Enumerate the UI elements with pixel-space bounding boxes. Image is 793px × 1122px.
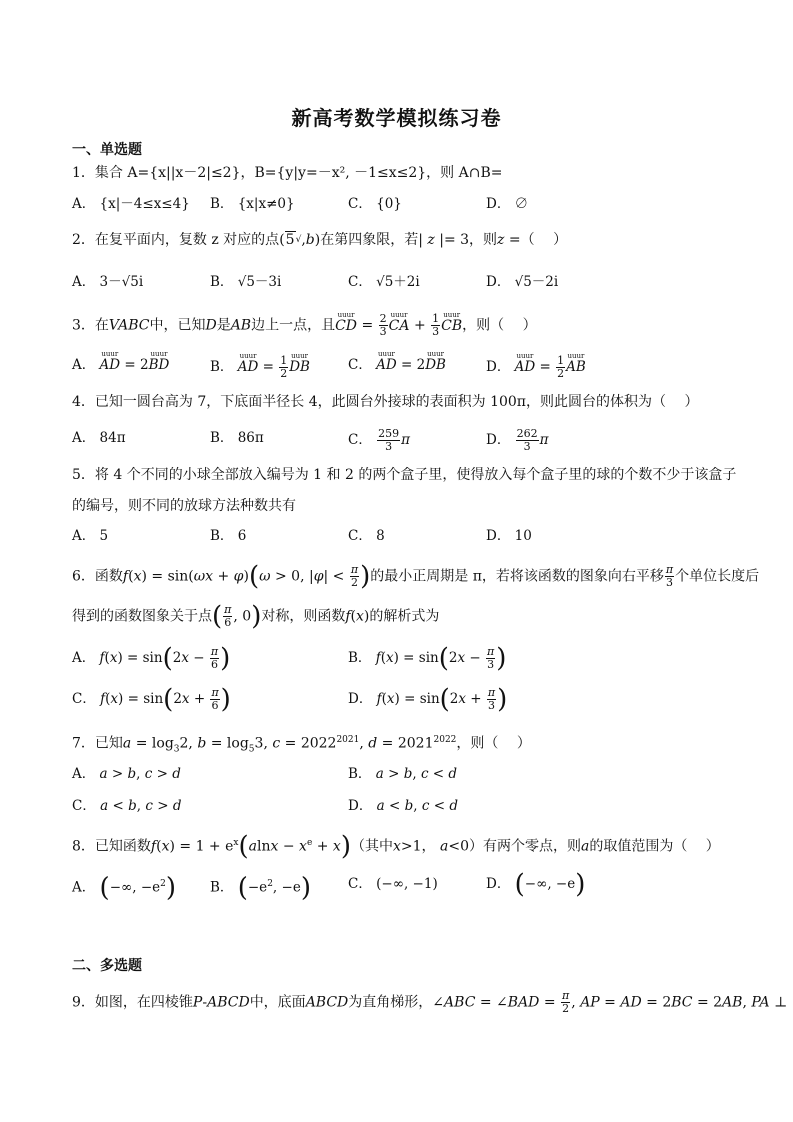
question-3-option-b[interactable]: B． uuur AD = $\frac{1}{2}$ uuur DB	[210, 355, 310, 380]
question-7-option-c[interactable]: C． a < b, c > d	[72, 798, 182, 814]
question-9-stem: 9．如图，在四棱锥P-ABCD中，底面ABCD为直角梯形，∠ABC = ∠BAD = $\frac{\pi}{2}$ , AP = AD = 2BC = 2AB, PA ⊥	[72, 989, 788, 1015]
question-4-option-b[interactable]: B． 86π	[210, 430, 264, 446]
question-3-text-d: 边上一点，且	[251, 317, 336, 334]
question-2-option-a[interactable]: A． 3－√5i	[72, 274, 144, 290]
question-2-option-b[interactable]: B． √5－3i	[210, 274, 282, 290]
question-5-option-b[interactable]: B． 6	[210, 528, 247, 544]
question-7-option-b[interactable]: B． a > b, c < d	[348, 766, 458, 782]
question-2-text-b: 在第四象限，若	[320, 232, 419, 248]
question-6-option-c[interactable]: C． f(x) = sin(2x + $\frac{\pi}{6}$ )	[72, 684, 231, 715]
question-2-option-c[interactable]: C． √5＋2i	[348, 274, 420, 290]
question-3-option-a[interactable]: A． uuur AD = 2uuur BD	[72, 355, 169, 375]
question-7-option-a[interactable]: A． a > b, c > d	[72, 766, 181, 782]
question-4-stem: 4．已知一圆台高为 7，下底面半径长 4，此圆台外接球的表面积为 100π，则此圆台的体积为（ ）	[72, 394, 699, 410]
question-2-option-d[interactable]: D． √5－2i	[486, 274, 559, 290]
question-3-text-c: 是	[216, 317, 231, 334]
question-6-option-b[interactable]: B． f(x) = sin(2x − $\frac{\pi}{3}$ )	[348, 643, 507, 674]
question-1-option-c[interactable]: C． {0}	[348, 196, 402, 212]
question-5-line-2: 的编号，则不同的放球方法种数共有	[72, 498, 296, 514]
question-3-stem: 3．在VABC中，已知D是AB边上一点，且uuur CD = $\frac{2}{3}$ uuur CA + $\frac{1}{3}$ uuur CB，则（ ）	[72, 313, 537, 338]
question-6-line-2: 得到的函数图象关于点( $\frac{\pi}{6}$ , 0)对称，则函数f(x)的解析式为	[72, 601, 440, 632]
question-1-option-d[interactable]: D． ∅	[486, 196, 529, 212]
question-2-text-d: （ ）	[520, 232, 568, 248]
question-8-option-d[interactable]: D． (−∞, −e)	[486, 869, 586, 900]
question-2-text-a: 2．在复平面内，复数 z 对应的点	[72, 232, 280, 248]
section-single-choice: 一、单选题	[72, 142, 142, 158]
question-4-option-c[interactable]: C． $\frac{259}{3}$ π	[348, 427, 411, 453]
question-2-stem: 2．在复平面内，复数 z 对应的点(5√,b)在第四象限，若| z |= 3，则z =（ ）	[72, 232, 568, 248]
question-5-line-1: 5．将 4 个不同的小球全部放入编号为 1 和 2 的两个盒子里，使得放入每个盒子里的球的个数不少于该盒子	[72, 467, 737, 483]
question-3-option-d[interactable]: D． uuur AD = $\frac{1}{2}$ uuur AB	[486, 355, 586, 380]
question-6-option-d[interactable]: D． f(x) = sin(2x + $\frac{\pi}{3}$ )	[348, 684, 508, 715]
question-5-option-a[interactable]: A． 5	[72, 528, 109, 544]
question-3-text-b: 中，已知	[149, 317, 206, 334]
page-title: 新高考数学模拟练习卷	[291, 106, 502, 130]
question-1-option-a[interactable]: A． {x|－4≤x≤4}	[72, 196, 190, 212]
question-3-text-e: ，则（ ）	[462, 317, 537, 334]
question-2-text-c: ，则	[469, 232, 498, 248]
question-8-option-b[interactable]: B． ($-e^2$, −e)	[210, 873, 311, 903]
question-8-option-a[interactable]: A． (−∞, $-e^2$)	[72, 873, 177, 903]
question-4-option-d[interactable]: D． $\frac{262}{3}$ π	[486, 427, 549, 453]
question-5-option-c[interactable]: C． 8	[348, 528, 385, 544]
question-1-option-b[interactable]: B． {x|x≠0}	[210, 196, 295, 212]
question-7-option-d[interactable]: D． a < b, c < d	[348, 798, 458, 814]
question-8-option-c[interactable]: C． (−∞, −1)	[348, 876, 438, 892]
section-multiple-choice: 二、多选题	[72, 958, 142, 974]
question-1-stem: 1．集合 A={x||x－2|≤2}，B={y|y=－x², －1≤x≤2}，则 A∩B=	[72, 165, 503, 181]
question-6-option-a[interactable]: A． f(x) = sin(2x − $\frac{\pi}{6}$ )	[72, 643, 231, 674]
question-7-stem: 7．已知$a = \log_32$, $b = \log_53$, $c = 2022^{2021}$, $d = 2021^{2022}$，则（ ）	[72, 735, 531, 755]
question-6-line-1: 6．函数f(x) = sin(ωx + φ)(ω > 0, |φ| < $\frac{\pi}{2}$ )的最小正周期是 π，若将该函数的图象向右平移 $\frac{\pi}{3}$ 个单位长度后	[72, 561, 760, 592]
question-3-option-c[interactable]: C． uuur AD = 2uuur DB	[348, 355, 446, 375]
question-4-option-a[interactable]: A． 84π	[72, 430, 126, 446]
question-3-text-a: 3．在	[72, 317, 109, 334]
question-8-stem: 8．已知函数$f(x) = 1 + e^x(alnx - x^e + x)$（其中x>1， a<0）有两个零点，则a的取值范围为（ ）	[72, 831, 720, 862]
question-5-option-d[interactable]: D． 10	[486, 528, 532, 544]
